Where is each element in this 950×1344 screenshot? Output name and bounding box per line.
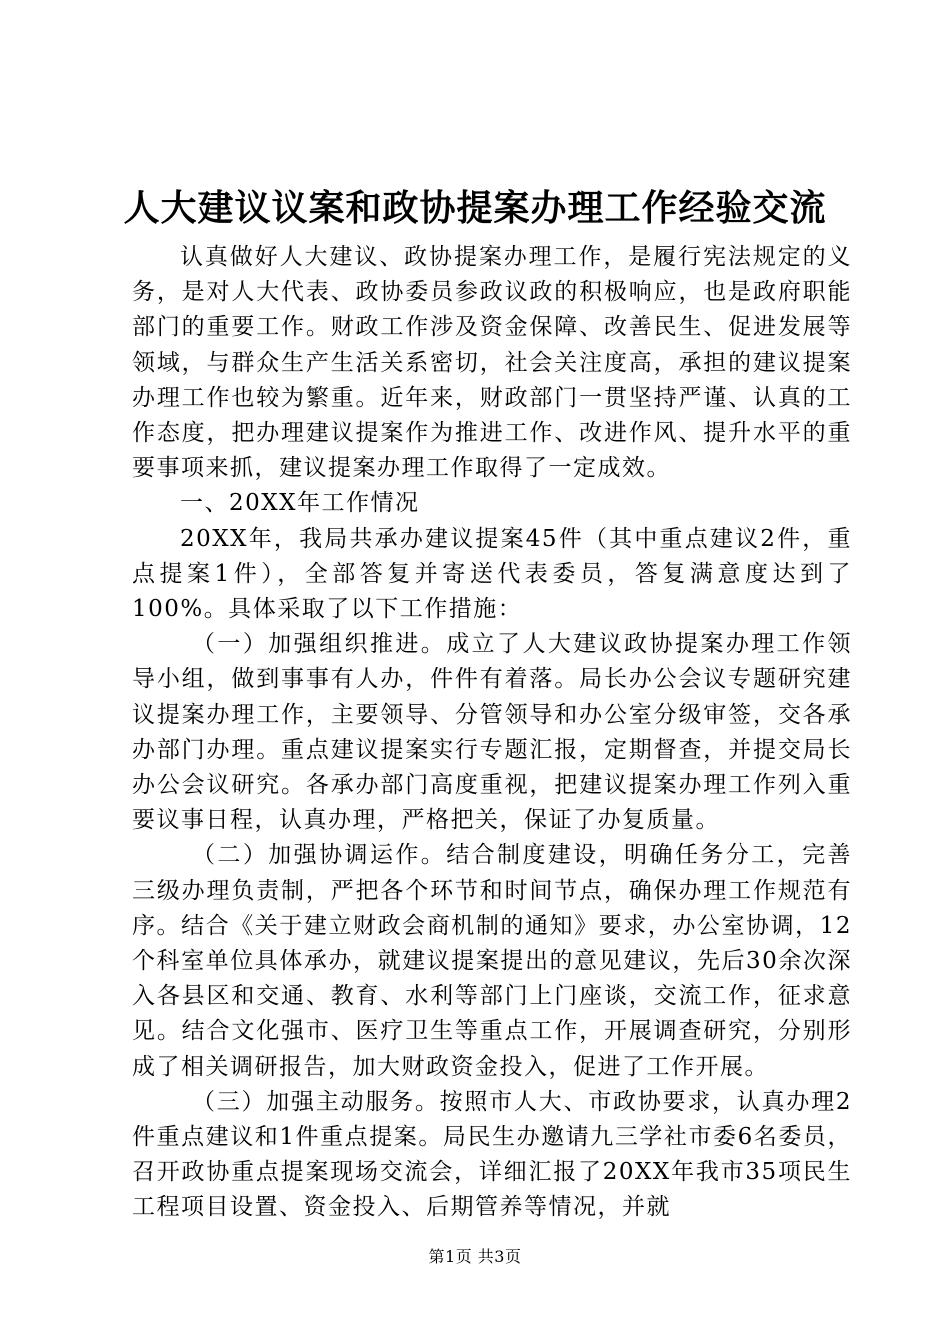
document-title: 人大建议议案和政协提案办理工作经验交流	[123, 187, 827, 229]
measure-paragraph-3: （三）加强主动服务。按照市人大、市政协要求，认真办理2件重点建议和1件重点提案。局民生办邀请九三学社市委6名委员，召开政协重点提案现场交流会，详细汇报了20XX年我市35项民生工程项目设置、资金投入、后期管养等情况，并就	[132, 1088, 852, 1221]
section-heading: 一、20XX年工作情况	[180, 490, 420, 517]
summary-paragraph: 20XX年，我局共承办建议提案45件（其中重点建议2件，重点提案1件），全部答复并寄送代表委员，答复满意度达到了100%。具体采取了以下工作措施：	[132, 525, 852, 623]
intro-paragraph: 认真做好人大建议、政协提案办理工作，是履行宪法规定的义务，是对人大代表、政协委员参政议政的积极响应，也是政府职能部门的重要工作。财政工作涉及资金保障、改善民生、促进发展等领域，与群众生产生活关系密切，社会关注度高，承担的建议提案办理工作也较为繁重。近年来，财政部门一贯坚持严谨、认真的工作态度，把办理建议提案作为推进工作、改进作风、提升水平的重要事项来抓，建议提案办理工作取得了一定成效。	[132, 244, 852, 482]
measure-paragraph-1: （一）加强组织推进。成立了人大建议政协提案办理工作领导小组，做到事事有人办，件件有着落。局长办公会议专题研究建议提案办理工作，主要领导、分管领导和办公室分级审签，交各承办部门办理。重点建议提案实行专题汇报，定期督查，并提交局长办公会议研究。各承办部门高度重视，把建议提案办理工作列入重要议事日程，认真办理，严格把关，保证了办复质量。	[132, 631, 852, 834]
document-body	[132, 240, 852, 1226]
page-number-footer: 第1页 共3页	[428, 1247, 522, 1266]
measure-paragraph-2: （二）加强协调运作。结合制度建设，明确任务分工，完善三级办理负责制，严把各个环节和时间节点，确保办理工作规范有序。结合《关于建立财政会商机制的通知》要求，办公室协调，12个科室单位具体承办，就建议提案提出的意见建议，先后30余次深入各县区和交通、教育、水利等部门上门座谈，交流工作，征求意见。结合文化强市、医疗卫生等重点工作，开展调查研究，分别形成了相关调研报告，加大财政资金投入，促进了工作开展。	[132, 842, 852, 1080]
